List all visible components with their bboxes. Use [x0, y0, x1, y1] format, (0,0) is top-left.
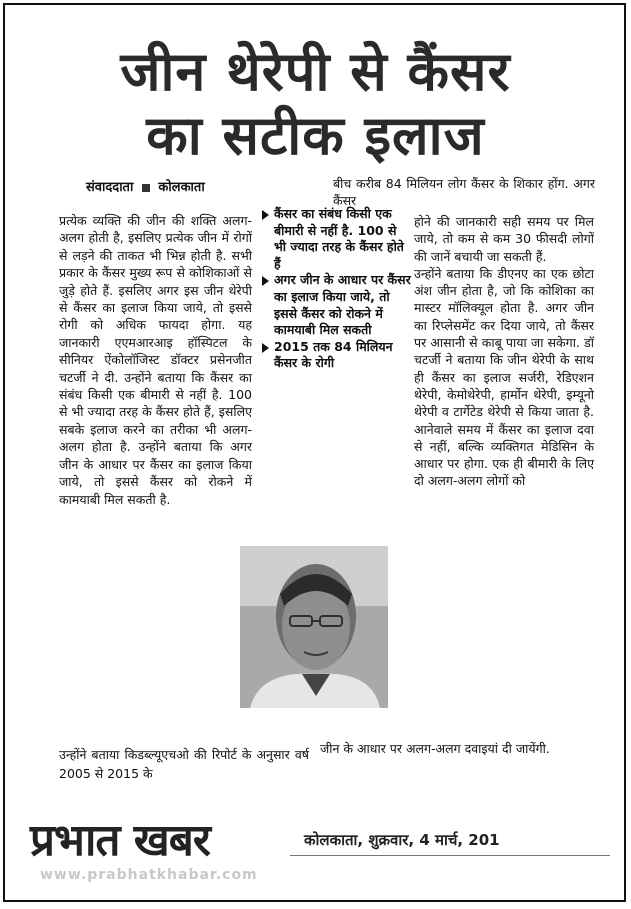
- square-bullet-icon: [142, 184, 150, 192]
- headline-line-2: का सटीक इलाज: [146, 104, 485, 167]
- byline-reporter: संवाददाता: [86, 180, 134, 195]
- pull-quote-item: कैंसर का संबंध किसी एक बीमारी से नहीं है. 100 से भी ज्यादा तरह के कैंसर होते हैं: [262, 206, 412, 272]
- headline-line-1: जीन थेरेपी से कैंसर: [120, 40, 511, 103]
- article-column-right-top: [333, 175, 595, 209]
- byline: [86, 177, 205, 195]
- byline-city: कोलकाता: [158, 180, 205, 195]
- doctor-photo: [240, 546, 388, 708]
- newspaper-masthead: प्रभात खबर: [30, 815, 210, 866]
- article-paragraph: उन्होंने बताया किडब्ल्यूएचओ की रिपोर्ट के अनुसार वर्ष 2005 से 2015 के: [59, 747, 309, 781]
- article-paragraph: जीन के आधार पर अलग-अलग दवाइयां दी जायेंगी.: [320, 741, 550, 756]
- article-paragraph: बीच करीब 84 मिलियन लोग कैंसर के शिकार होंग. अगर कैंसर: [333, 176, 595, 208]
- watermark: www.prabhatkhabar.com: [40, 867, 258, 883]
- pull-quote-item: अगर जीन के आधार पर कैंसर का इलाज किया जाये, तो इससे कैंसर को रोकने में कामयाबी मिल सकती: [262, 272, 412, 338]
- portrait-image: [240, 546, 388, 708]
- article-column-left-bottom: [59, 745, 309, 783]
- article-paragraph: उन्होंने बताया कि डीएनए का एक छोटा अंश जीन होता है, जो कि कोशिका का मास्टर मॉलिक्यूल होता है. अगर जीन का रिप्लेसमेंट कर दिया जाये, तो कैंसर पर आसानी से काबू पाया जा सकेगा. डॉ चटर्जी ने बताया कि जीन थेरेपी के साथ ही कैंसर का इलाज सर्जरी, रेडिएशन थेरेपी, केमोथेरेपी, हार्मोन थेरेपी, इम्यूनो थेरेपी व टार्गेटेड थेरेपी से किया जाता है. आनेवाले समय में कैंसर का इलाज दवा से नहीं, बल्कि व्यक्तिगत मेडिसिन के आधार पर होगा. एक ही बीमारी के लिए दो अलग-अलग लोगों को: [414, 265, 594, 489]
- article-paragraph: प्रत्येक व्यक्ति की जीन की शक्ति अलग-अलग होती है, इसलिए प्रत्येक जीन में रोगों से लड़ने की ताकत भी भिन्न होती है. सभी प्रकार के कैंसर मुख्य रूप से कोशिकाओं से जुड़े होते हैं. इसलिए अगर इस जीन थेरेपी से कैंसर का इलाज किया जाये, तो इससे रोगी को अधिक फायदा होगा. यह जानकारी एएमआरआइ हॉस्पिटल के सीनियर ऐंकोलॉजिस्ट डॉक्टर प्रसेनजीत चटर्जी ने दी. उन्होंने बताया कि कैंसर का संबंध किसी एक बीमारी से नहीं है. 100 से भी ज्यादा तरह के कैंसर होते हैं, इसलिए सबके इलाज करने का तरीका भी अलग-अलग होता है. उन्होंने बताया कि अगर जीन के आधार पर कैंसर का इलाज किया जाये, तो इससे कैंसर को रोकने में कामयाबी मिल सकती है.: [59, 213, 252, 507]
- dateline: कोलकाता, शुक्रवार, 4 मार्च, 201: [304, 831, 500, 849]
- article-paragraph: होने की जानकारी सही समय पर मिल जाये, तो कम से कम 30 फीसदी लोगों की जानें बचायी जा सकती हैं.: [414, 214, 594, 264]
- article-column-right: [414, 213, 594, 490]
- article-column-left: [59, 212, 252, 508]
- pull-quote-item: 2015 तक 84 मिलियन कैंसर के रोगी: [262, 339, 412, 372]
- pull-quote-box: [262, 206, 412, 372]
- divider: [290, 855, 610, 856]
- article-column-right-bottom: [320, 740, 596, 759]
